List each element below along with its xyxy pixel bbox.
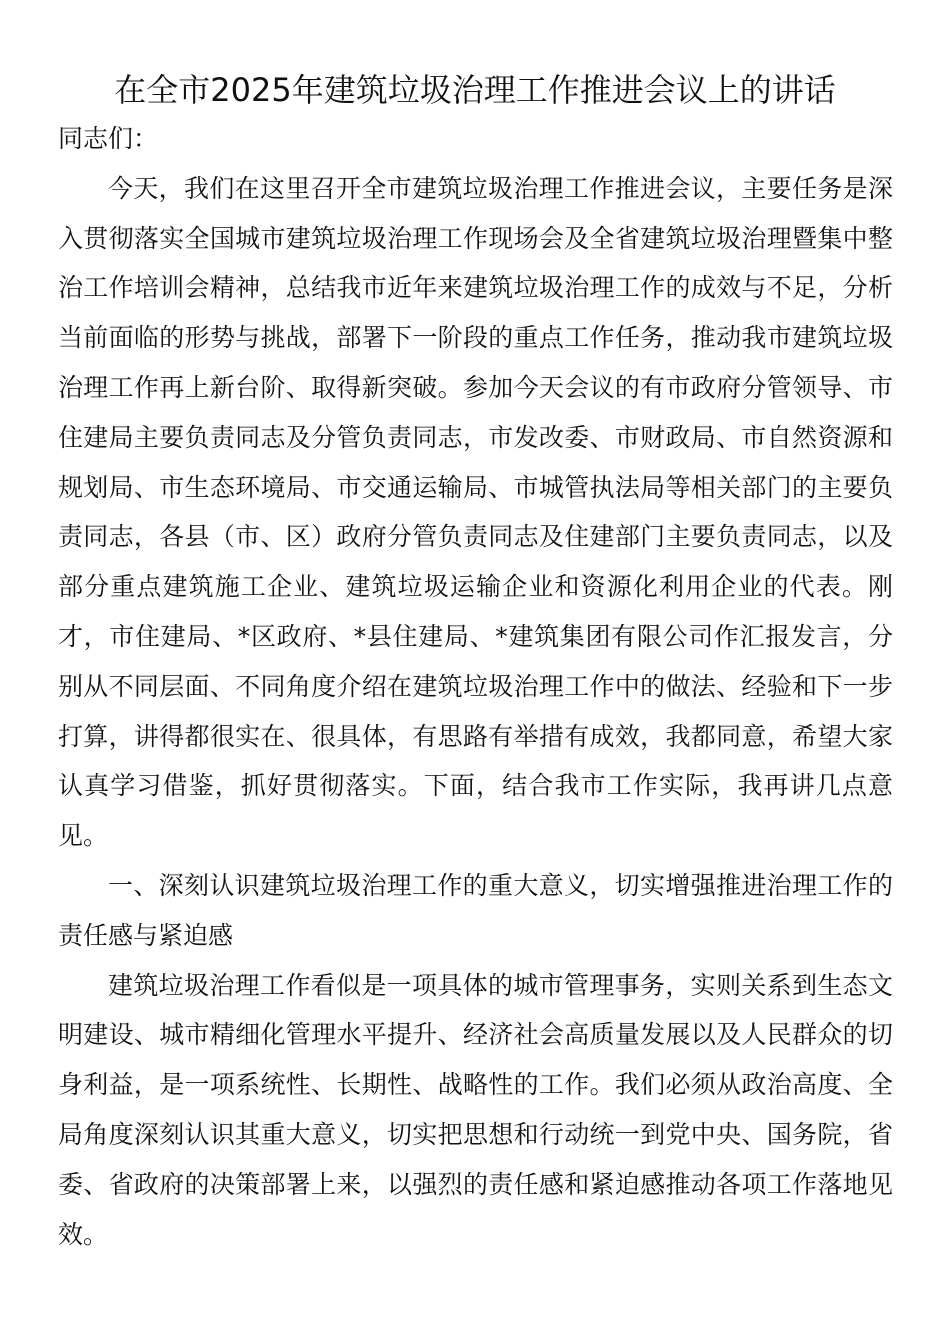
opening-paragraph: 今天，我们在这里召开全市建筑垃圾治理工作推进会议，主要任务是深入贯彻落实全国城市建筑垃圾治理工作现场会及全省建筑垃圾治理暨集中整治工作培训会精神，总结我市近年来建筑垃圾治理工作的成效与不足，分析当前面临的形势与挑战，部署下一阶段的重点工作任务，推动我市建筑垃圾治理工作再上新台阶、取得新突破。参加今天会议的有市政府分管领导、市住建局主要负责同志及分管负责同志，市发改委、市财政局、市自然资源和规划局、市生态环境局、市交通运输局、市城管执法局等相关部门的主要负责同志，各县（市、区）政府分管负责同志及住建部门主要负责同志，以及部分重点建筑施工企业、建筑垃圾运输企业和资源化利用企业的代表。刚才，市住建局、*区政府、*县住建局、*建筑集团有限公司作汇报发言，分别从不同层面、不同角度介绍在建筑垃圾治理工作中的做法、经验和下一步打算，讲得都很实在、很具体，有思路有举措有成效，我都同意，希望大家认真学习借鉴，抓好贯彻落实。下面，结合我市工作实际，我再讲几点意见。 bbox=[58, 173, 893, 851]
salutation: 同志们： bbox=[58, 124, 159, 153]
document-title: 在全市2025年建筑垃圾治理工作推进会议上的讲话 bbox=[114, 71, 836, 109]
section-1-paragraph: 建筑垃圾治理工作看似是一项具体的城市管理事务，实则关系到生态文明建设、城市精细化管理水平提升、经济社会高质量发展以及人民群众的切身利益，是一项系统性、长期性、战略性的工作。我们必须从政治高度、全局角度深刻认识其重大意义，切实把思想和行动统一到党中央、国务院，省委、省政府的决策部署上来，以强烈的责任感和紧迫感推动各项工作落地见效。 bbox=[58, 970, 893, 1249]
section-heading-1: 一、深刻认识建筑垃圾治理工作的重大意义，切实增强推进治理工作的责任感与紧迫感 bbox=[58, 870, 893, 950]
document-body bbox=[58, 114, 893, 1259]
